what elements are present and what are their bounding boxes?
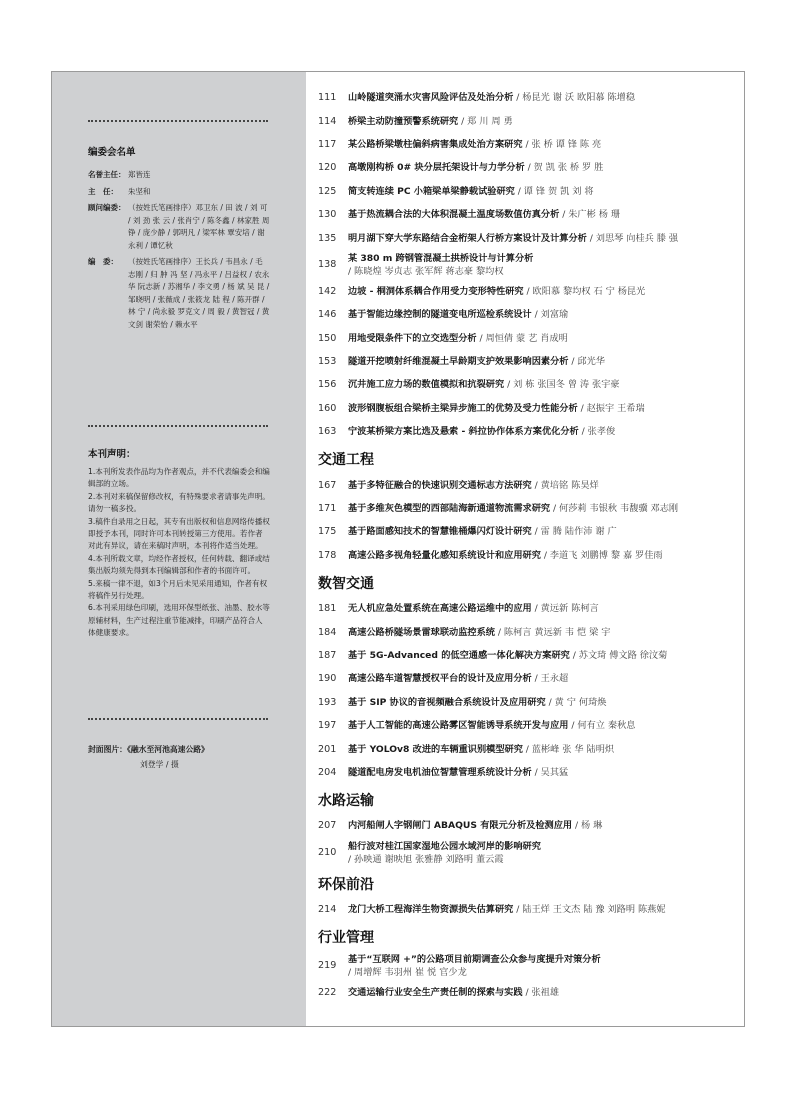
article-title[interactable]: 交通运输行业安全生产责任制的探索与实践 xyxy=(348,987,523,999)
toc-entry[interactable] xyxy=(318,203,740,226)
entry-text xyxy=(348,252,740,278)
article-authors: / 蓝彬峰 张 华 陆明炽 xyxy=(522,743,615,755)
toc-entry[interactable] xyxy=(318,838,740,868)
article-authors: / 陆王烊 王文杰 陆 豫 刘路明 陈燕妮 xyxy=(513,903,666,915)
entry-text xyxy=(348,819,740,832)
toc-entry[interactable] xyxy=(318,761,740,784)
toc-entry[interactable] xyxy=(318,156,740,179)
toc-entry[interactable] xyxy=(318,226,740,249)
section-heading: 交通工程 xyxy=(318,452,374,469)
entry-text xyxy=(348,402,740,415)
toc-entry[interactable] xyxy=(318,520,740,543)
article-title[interactable]: 基于智能边缘控制的隧道变电所巡检系统设计 xyxy=(348,309,532,321)
page-number: 120 xyxy=(318,162,337,174)
page-number: 190 xyxy=(318,673,337,685)
article-title[interactable]: 高速公路多视角轻量化感知系统设计和应用研究 xyxy=(348,549,541,561)
toc-entry[interactable] xyxy=(318,714,740,737)
page-number: 210 xyxy=(318,847,337,859)
article-authors: / 吴其猛 xyxy=(531,766,569,778)
toc-entry[interactable] xyxy=(318,497,740,520)
entry-text xyxy=(348,549,740,562)
toc-entry[interactable] xyxy=(318,280,740,303)
page-number: 117 xyxy=(318,138,337,150)
toc-entry[interactable] xyxy=(318,350,740,373)
article-title[interactable]: 基于人工智能的高速公路雾区智能诱导系统开发与应用 xyxy=(348,720,569,732)
article-authors: / 李道飞 刘鹏博 黎 嘉 罗佳雨 xyxy=(540,549,663,561)
page-number: 187 xyxy=(318,650,337,661)
entry-text xyxy=(348,115,740,128)
article-authors: / 杨昆光 谢 沃 欧阳慕 陈增稳 xyxy=(513,92,636,104)
board-row xyxy=(88,169,270,182)
article-authors: / 欧阳慕 黎均权 石 宁 杨昆光 xyxy=(523,285,646,297)
article-title[interactable]: 无人机应急处置系统在高速公路运维中的应用 xyxy=(348,603,532,615)
page-number: 204 xyxy=(318,766,337,778)
article-title[interactable]: 波形钢腹板组合梁桥主梁异步施工的优势及受力性能分析 xyxy=(348,402,578,414)
entry-text xyxy=(348,138,740,151)
toc-entry[interactable] xyxy=(318,420,740,443)
article-title[interactable]: 简支转连续 PC 小箱梁单梁静载试验研究 xyxy=(348,185,515,197)
cover-photographer: 刘登学 / 摄 xyxy=(140,760,179,769)
article-title[interactable]: 隧道配电房发电机油位智慧管理系统设计分析 xyxy=(348,766,532,778)
entry-text xyxy=(348,232,740,245)
article-authors: / 周恒倩 蒙 艺 肖成明 xyxy=(476,332,568,344)
entry-text xyxy=(348,602,740,615)
article-title[interactable]: 沉井施工应力场的数值模拟和抗裂研究 xyxy=(348,379,505,391)
entry-text xyxy=(348,502,740,515)
article-title[interactable]: 基于多特征融合的快速识别交通标志方法研究 xyxy=(348,479,532,491)
page-number: 197 xyxy=(318,720,337,732)
page-number: 160 xyxy=(318,402,337,414)
section-heading: 环保前沿 xyxy=(318,876,374,893)
article-authors: / 陈晓煌 岑贞志 张军辉 蒋志豪 黎均权 xyxy=(348,265,504,277)
article-authors: / 刘思琴 向桂兵 滕 强 xyxy=(586,232,679,244)
article-authors: / 何有立 秦秋息 xyxy=(568,720,636,732)
toc-entry[interactable] xyxy=(318,303,740,326)
entry-text xyxy=(348,425,740,438)
board-label: 主 任： xyxy=(88,186,118,196)
article-title[interactable]: 基于路面感知技术的智慧锥桶爆闪灯设计研究 xyxy=(348,526,532,538)
statement-item: 3.稿件自录用之日起，其专有出版权和信息网络传播权即授予本刊，同时许可本刊转授第三方使用。若作者对此有异议，请在来稿时声明，本刊将作适当处理。 xyxy=(88,516,270,551)
toc-entry[interactable] xyxy=(318,109,740,132)
article-authors: / 贺 凯 张 桥 罗 胜 xyxy=(524,162,604,174)
board-value: （按姓氏笔画排序）王长兵 / 韦昌永 / 毛志刚 / 归 肿 冯 坚 / 冯永平 / 吕益权 / 农永华 阮志新 / 苏湘华 / 李文勇 / 杨 斌 吴 昆 / 邹晓明 / 张薇成 / 张筱龙 陆 程 / 陈开群 / 林 宁 / 尚永毅 罗克文 / 周 毅 / 黄智冠 / 黄文剑 谢荣怡 / 赖水平 xyxy=(128,257,270,329)
page-number: 114 xyxy=(318,115,337,127)
article-authors: / 朱广彬 杨 珊 xyxy=(559,209,621,221)
page-number: 178 xyxy=(318,549,337,561)
entry-text xyxy=(348,161,740,174)
section-heading: 行业管理 xyxy=(318,929,374,946)
toc-entry[interactable] xyxy=(318,667,740,690)
entry-text xyxy=(348,986,740,999)
page-frame xyxy=(51,71,745,1027)
article-authors: / 陈柯言 黄远新 韦 恺 梁 宇 xyxy=(495,626,611,638)
article-authors: / 何莎莉 韦银秋 韦馥骥 邓志刚 xyxy=(550,503,679,515)
entry-text xyxy=(348,953,740,979)
toc-entry[interactable] xyxy=(318,737,740,760)
entry-text xyxy=(348,719,740,732)
toc-entry[interactable] xyxy=(318,814,740,837)
section-heading: 数智交通 xyxy=(318,576,374,593)
entry-text xyxy=(348,743,740,756)
article-authors: / 张祖雄 xyxy=(522,987,560,999)
article-authors: / 黄远新 陈柯言 xyxy=(531,603,599,615)
toc-entry[interactable] xyxy=(318,180,740,203)
toc-entry[interactable] xyxy=(318,597,740,620)
cover-label: 封面图片： xyxy=(88,745,127,754)
statement-item: 2.本刊对来稿保留修改权，有特殊要求者请事先声明。请勿一稿多投。 xyxy=(88,491,270,514)
toc-entry[interactable] xyxy=(318,250,740,280)
page-number: 135 xyxy=(318,232,337,244)
page-number: 193 xyxy=(318,696,337,708)
article-authors: / 赵振宇 王希瑞 xyxy=(577,402,645,414)
table-of-contents xyxy=(318,86,740,1004)
page-number: 142 xyxy=(318,285,337,297)
page-number: 181 xyxy=(318,603,337,615)
entry-text xyxy=(348,626,740,639)
toc-entry[interactable] xyxy=(318,544,740,567)
statement-title: 本刊声明： xyxy=(88,449,136,460)
article-authors: / 孙映通 谢映旭 张雅静 刘路明 董云霞 xyxy=(348,853,504,865)
article-authors: / 谭 锋 贺 凯 刘 将 xyxy=(514,185,594,197)
article-authors: / 周增辉 韦羽州 崔 悦 官少龙 xyxy=(348,966,467,978)
toc-entry[interactable] xyxy=(318,644,740,667)
article-title[interactable]: 基于 5G-Advanced 的低空通感一体化解决方案研究 xyxy=(348,650,570,661)
article-title[interactable]: 基于“互联网 +”的公路项目前期调查公众参与度提升对策分析 xyxy=(348,953,601,965)
page-number: 156 xyxy=(318,379,337,391)
entry-text xyxy=(348,766,740,779)
entry-text xyxy=(348,91,740,104)
toc-entry[interactable] xyxy=(318,691,740,714)
page-number: 184 xyxy=(318,626,337,638)
page-number: 222 xyxy=(318,987,337,999)
page-number: 153 xyxy=(318,356,337,368)
board-label: 顾问编委： xyxy=(88,203,126,212)
divider xyxy=(88,425,268,427)
article-title[interactable]: 某公路桥梁墩柱偏斜病害集成处治方案研究 xyxy=(348,138,523,150)
page-number: 138 xyxy=(318,259,337,271)
article-title[interactable]: 宁波某桥梁方案比选及悬索 - 斜拉协作体系方案优化分析 xyxy=(348,426,579,438)
article-title[interactable]: 明月湖下穿大学东路结合金桁架人行桥方案设计及计算分析 xyxy=(348,232,587,244)
page-number: 214 xyxy=(318,903,337,915)
article-title[interactable]: 高墩刚构桥 0# 块分层托架设计与力学分析 xyxy=(348,162,525,174)
section-heading: 水路运输 xyxy=(318,793,374,810)
entry-text xyxy=(348,285,740,298)
toc-entry[interactable] xyxy=(318,397,740,420)
toc-entry[interactable] xyxy=(318,981,740,1004)
statement-item: 6.本刊采用绿色印刷，选用环保型纸张、油墨、胶水等原辅材料，生产过程注重节能减排，印刷产品符合人体健康要求。 xyxy=(88,603,270,638)
article-authors: / 雷 腾 陆作沛 谢 广 xyxy=(531,526,617,538)
article-title[interactable]: 基于热流耦合法的大体积混凝土温度场数值仿真分析 xyxy=(348,209,560,221)
page-number: 207 xyxy=(318,820,337,832)
divider xyxy=(88,120,268,122)
toc-entry[interactable] xyxy=(318,327,740,350)
page-number: 125 xyxy=(318,185,337,197)
entry-text xyxy=(348,696,740,709)
page-number: 171 xyxy=(318,503,337,515)
board-value: 郑皆连 xyxy=(128,170,151,179)
article-authors: / 杨 琳 xyxy=(572,820,603,832)
entry-text xyxy=(348,185,740,198)
entry-text xyxy=(348,378,740,391)
page-number: 201 xyxy=(318,743,337,755)
entry-text xyxy=(348,840,740,866)
page-number: 130 xyxy=(318,209,337,221)
entry-text xyxy=(348,649,740,662)
article-title[interactable]: 龙门大桥工程海洋生物资源损失估算研究 xyxy=(348,903,514,915)
board-label: 编 委： xyxy=(88,257,118,266)
statement-list xyxy=(88,466,270,640)
article-authors: / 刘 栋 张国冬 曾 涛 张宇豪 xyxy=(504,379,620,391)
entry-text xyxy=(348,355,740,368)
statement-item: 1.本刊所发表作品均为作者观点，并不代表编委会和编辑部的立场。 xyxy=(88,467,270,489)
divider xyxy=(88,718,268,720)
toc-entry[interactable] xyxy=(318,133,740,156)
entry-text xyxy=(348,308,740,321)
article-authors: / 张孝俊 xyxy=(578,426,616,438)
article-title[interactable]: 基于多维灰色模型的西部陆海新通道物流需求研究 xyxy=(348,503,551,515)
article-authors: / 黄培铭 陈昊烊 xyxy=(531,479,599,491)
toc-entry[interactable] xyxy=(318,951,740,981)
article-authors: / 黄 宁 何琦焕 xyxy=(545,696,607,708)
entry-text xyxy=(348,672,740,685)
statement-item: 4.本刊所载文章，均经作者授权，任何转载、翻译或结集出版均须先得到本刊编辑部和作者的书面许可。 xyxy=(88,553,270,576)
page-number: 175 xyxy=(318,526,337,538)
cover-credit xyxy=(88,742,209,772)
article-title[interactable]: 某 380 m 跨钢管混凝土拱桥设计与计算分析 xyxy=(348,252,534,264)
board-row xyxy=(88,256,270,331)
entry-text xyxy=(348,525,740,538)
board-title: 编委会名单 xyxy=(88,147,136,158)
page-number: 146 xyxy=(318,309,337,321)
entry-text xyxy=(348,332,740,345)
sidebar xyxy=(52,72,306,1026)
article-title[interactable]: 内河船闸人字钢闸门 ABAQUS 有限元分析及检测应用 xyxy=(348,820,573,832)
board-row xyxy=(88,186,270,199)
article-title[interactable]: 边坡 - 桐洞体系耦合作用受力变形特性研究 xyxy=(348,285,524,297)
page-number: 167 xyxy=(318,479,337,491)
cover-title: 《融水至河池高速公路》 xyxy=(126,745,209,754)
article-title[interactable]: 隧道开挖喷射纤维混凝土早龄期支护效果影响因素分析 xyxy=(348,356,569,368)
board-row xyxy=(88,202,270,252)
entry-text xyxy=(348,208,740,221)
article-title[interactable]: 高速公路车道智慧授权平台的设计及应用分析 xyxy=(348,673,532,685)
board-list xyxy=(88,169,270,331)
article-authors: / 郑 川 周 勇 xyxy=(458,115,513,127)
toc-panel xyxy=(306,72,744,1026)
article-authors: / 张 桥 谭 锋 陈 亮 xyxy=(522,138,602,150)
toc-entry[interactable] xyxy=(318,373,740,396)
article-authors: / 苏文琦 傅文路 徐汶菊 xyxy=(569,650,668,661)
article-title[interactable]: 高速公路桥隧场景雷球联动监控系统 xyxy=(348,626,495,638)
entry-text xyxy=(348,479,740,492)
toc-entry[interactable] xyxy=(318,86,740,109)
toc-entry[interactable] xyxy=(318,898,740,921)
article-title[interactable]: 山岭隧道突涌水灾害风险评估及处治分析 xyxy=(348,92,514,104)
article-title[interactable]: 基于 YOLOv8 改进的车辆重识别模型研究 xyxy=(348,743,523,755)
entry-text xyxy=(348,903,740,916)
article-title[interactable]: 桥梁主动防撞预警系统研究 xyxy=(348,115,459,127)
board-value: 朱坚和 xyxy=(128,186,151,196)
board-value: （按姓氏笔画排序）邓卫东 / 田 波 / 刘 可 / 刘 劲 张 云 / 张肖宁 / 陈冬鑫 / 林家胜 周 铮 / 庞少静 / 郭明凡 / 梁军林 覃安培 / 谢永利 / 谭忆秋 xyxy=(128,203,270,250)
toc-entry[interactable] xyxy=(318,473,740,496)
board-label: 名誉主任： xyxy=(88,170,126,179)
statement-item: 5.来稿一律不退，如3个月后未见采用通知，作者有权将稿件另行处理。 xyxy=(88,578,268,601)
page-number: 219 xyxy=(318,960,337,972)
article-title[interactable]: 用地受限条件下的立交选型分析 xyxy=(348,332,477,344)
toc-entry[interactable] xyxy=(318,620,740,643)
article-title[interactable]: 船行波对桂江国家湿地公园水域河岸的影响研究 xyxy=(348,840,541,852)
article-authors: / 刘富瑜 xyxy=(531,309,569,321)
page-number: 111 xyxy=(318,92,337,104)
page-number: 163 xyxy=(318,426,337,438)
page-number: 150 xyxy=(318,332,337,344)
article-authors: / 王永超 xyxy=(531,673,569,685)
article-title[interactable]: 基于 SIP 协议的音视频融合系统设计及应用研究 xyxy=(348,696,546,708)
article-authors: / 邱光华 xyxy=(568,356,605,368)
